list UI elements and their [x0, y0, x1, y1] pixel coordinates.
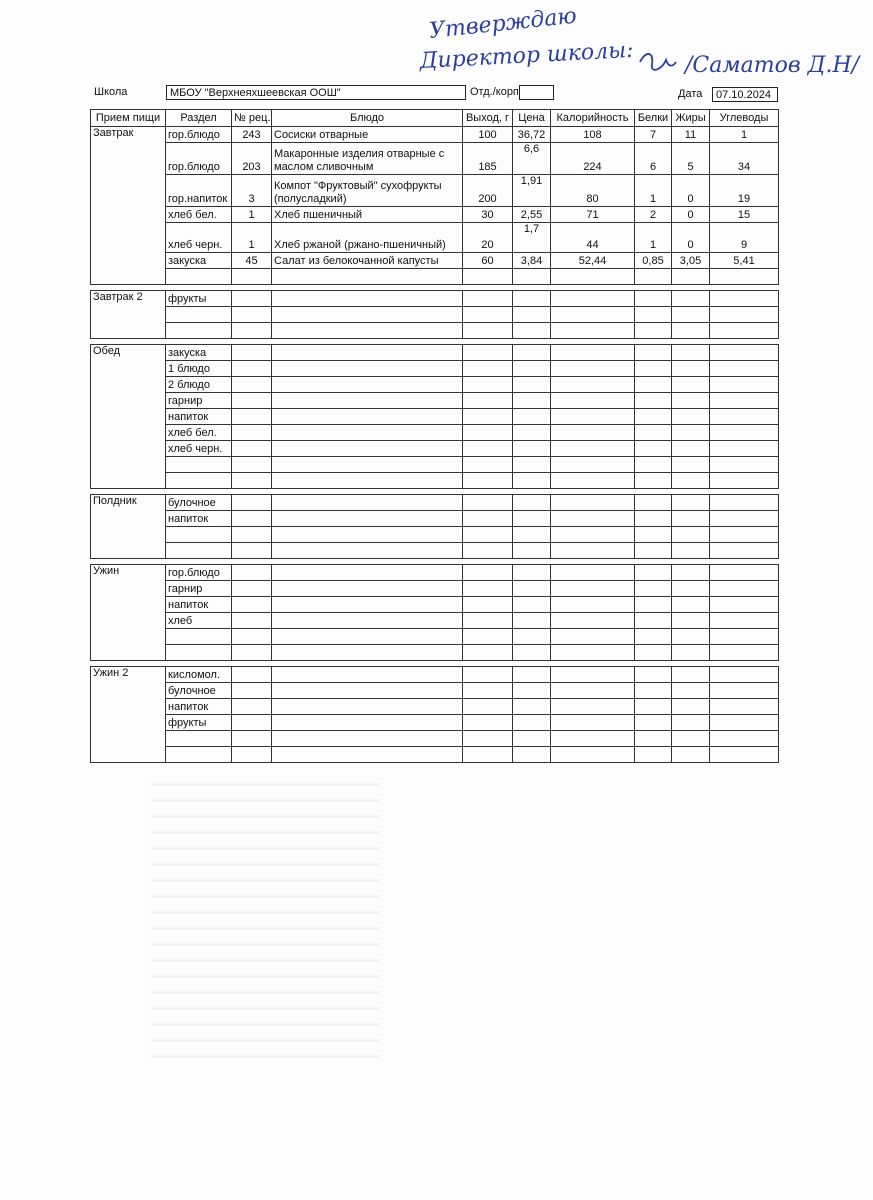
col-carbs: Углеводы: [710, 110, 779, 127]
dish-cell: Хлеб пшеничный: [272, 207, 463, 223]
date-label: Дата: [678, 88, 703, 100]
table-row: [91, 473, 779, 489]
section-cell: гор.напиток: [166, 175, 232, 207]
section-cell: напиток: [166, 597, 232, 613]
signature-scribble: [640, 54, 676, 70]
carbs-cell: 34: [710, 143, 779, 175]
table-row: [91, 175, 779, 207]
table-row: [91, 409, 779, 425]
price-cell: 3,84: [513, 253, 551, 269]
table-row: [91, 683, 779, 699]
meal-dinner: Ужин: [91, 565, 166, 661]
col-recipe: № рец.: [232, 110, 272, 127]
fat-cell: 11: [672, 127, 710, 143]
section-cell: напиток: [166, 699, 232, 715]
table-row: [91, 307, 779, 323]
meal-snack: Полдник: [91, 495, 166, 559]
table-row: [91, 223, 779, 253]
table-row: [91, 543, 779, 559]
dish-cell: Компот "Фруктовый" сухофрукты (полусладкий): [272, 175, 463, 207]
calories-cell: 80: [551, 175, 635, 207]
carbs-cell: 5,41: [710, 253, 779, 269]
output-cell: 20: [463, 223, 513, 253]
section-cell: хлеб: [166, 613, 232, 629]
table-row: [91, 581, 779, 597]
table-row: [91, 291, 779, 307]
fat-cell: 0: [672, 223, 710, 253]
col-calories: Калорийность: [551, 110, 635, 127]
fat-cell: 5: [672, 143, 710, 175]
section-cell: гор.блюдо: [166, 143, 232, 175]
table-row: [91, 269, 779, 285]
col-output: Выход, г: [463, 110, 513, 127]
section-cell: хлеб бел.: [166, 207, 232, 223]
protein-cell: 1: [635, 223, 672, 253]
approval-line1: Утверждаю: [428, 3, 578, 44]
section-cell: хлеб черн.: [166, 441, 232, 457]
table-row: [91, 425, 779, 441]
table-row: [91, 457, 779, 473]
table-row: [91, 253, 779, 269]
fat-cell: 0: [672, 207, 710, 223]
approval-stamp: [0, 0, 873, 90]
protein-cell: 1: [635, 175, 672, 207]
output-cell: 200: [463, 175, 513, 207]
recipe-cell: 1: [232, 223, 272, 253]
carbs-cell: 15: [710, 207, 779, 223]
table-row: [91, 527, 779, 543]
col-price: Цена: [513, 110, 551, 127]
col-protein: Белки: [635, 110, 672, 127]
table-row: [91, 667, 779, 683]
dept-field: [519, 85, 554, 100]
section-cell: хлеб бел.: [166, 425, 232, 441]
dept-label: Отд./корп: [470, 86, 519, 98]
col-dish: Блюдо: [272, 110, 463, 127]
table-header-row: [91, 110, 779, 127]
dish-cell: Хлеб ржаной (ржано-пшеничный): [272, 223, 463, 253]
price-cell: 36,72: [513, 127, 551, 143]
section-cell: кисломол.: [166, 667, 232, 683]
dish-cell: Салат из белокочанной капусты: [272, 253, 463, 269]
output-cell: 100: [463, 127, 513, 143]
section-cell: фрукты: [166, 291, 232, 307]
date-field: 07.10.2024: [712, 87, 778, 102]
section-cell: 2 блюдо: [166, 377, 232, 393]
protein-cell: 2: [635, 207, 672, 223]
table-row: [91, 207, 779, 223]
col-fat: Жиры: [672, 110, 710, 127]
price-cell: 1,7: [513, 223, 551, 253]
calories-cell: 71: [551, 207, 635, 223]
protein-cell: 7: [635, 127, 672, 143]
table-row: [91, 747, 779, 763]
fat-cell: 0: [672, 175, 710, 207]
table-row: [91, 699, 779, 715]
section-cell: гарнир: [166, 581, 232, 597]
calories-cell: 52,44: [551, 253, 635, 269]
price-cell: 2,55: [513, 207, 551, 223]
menu-table: [90, 109, 779, 763]
table-row: [91, 645, 779, 661]
carbs-cell: 9: [710, 223, 779, 253]
school-label: Школа: [94, 86, 128, 98]
section-cell: закуска: [166, 345, 232, 361]
section-cell: фрукты: [166, 715, 232, 731]
table-row: [91, 597, 779, 613]
table-row: [91, 731, 779, 747]
table-row: [91, 441, 779, 457]
recipe-cell: 3: [232, 175, 272, 207]
table-row: [91, 495, 779, 511]
school-field: МБОУ "Верхнеяхшеевская ООШ": [166, 85, 466, 100]
recipe-cell: 203: [232, 143, 272, 175]
meal-lunch: Обед: [91, 345, 166, 489]
section-cell: гор.блюдо: [166, 127, 232, 143]
calories-cell: 44: [551, 223, 635, 253]
table-row: [91, 393, 779, 409]
section-cell: напиток: [166, 511, 232, 527]
meal-breakfast2: Завтрак 2: [91, 291, 166, 339]
scan-bleed-through: [150, 770, 380, 1070]
recipe-cell: 45: [232, 253, 272, 269]
col-meal: Прием пищи: [91, 110, 166, 127]
output-cell: 60: [463, 253, 513, 269]
meal-breakfast: Завтрак: [91, 127, 166, 285]
dish-cell: Макаронные изделия отварные с маслом сливочным: [272, 143, 463, 175]
output-cell: 30: [463, 207, 513, 223]
section-cell: хлеб черн.: [166, 223, 232, 253]
section-cell: гор.блюдо: [166, 565, 232, 581]
recipe-cell: 243: [232, 127, 272, 143]
section-cell: напиток: [166, 409, 232, 425]
protein-cell: 0,85: [635, 253, 672, 269]
calories-cell: 108: [551, 127, 635, 143]
section-cell: закуска: [166, 253, 232, 269]
table-row: [91, 377, 779, 393]
section-cell: булочное: [166, 495, 232, 511]
recipe-cell: 1: [232, 207, 272, 223]
section-cell: булочное: [166, 683, 232, 699]
table-row: [91, 613, 779, 629]
calories-cell: 224: [551, 143, 635, 175]
table-row: [91, 127, 779, 143]
table-row: [91, 143, 779, 175]
table-row: [91, 323, 779, 339]
fat-cell: 3,05: [672, 253, 710, 269]
table-row: [91, 511, 779, 527]
col-section: Раздел: [166, 110, 232, 127]
section-cell: 1 блюдо: [166, 361, 232, 377]
table-row: [91, 361, 779, 377]
approval-line3: /Саматов Д.Н/: [685, 53, 860, 78]
output-cell: 185: [463, 143, 513, 175]
meal-dinner2: Ужин 2: [91, 667, 166, 763]
section-cell: гарнир: [166, 393, 232, 409]
carbs-cell: 19: [710, 175, 779, 207]
protein-cell: 6: [635, 143, 672, 175]
carbs-cell: 1: [710, 127, 779, 143]
approval-line2: Директор школы:: [419, 37, 635, 74]
table-row: [91, 629, 779, 645]
table-row: [91, 345, 779, 361]
price-cell: 1,91: [513, 175, 551, 207]
table-row: [91, 715, 779, 731]
price-cell: 6,6: [513, 143, 551, 175]
table-row: [91, 565, 779, 581]
dish-cell: Сосиски отварные: [272, 127, 463, 143]
